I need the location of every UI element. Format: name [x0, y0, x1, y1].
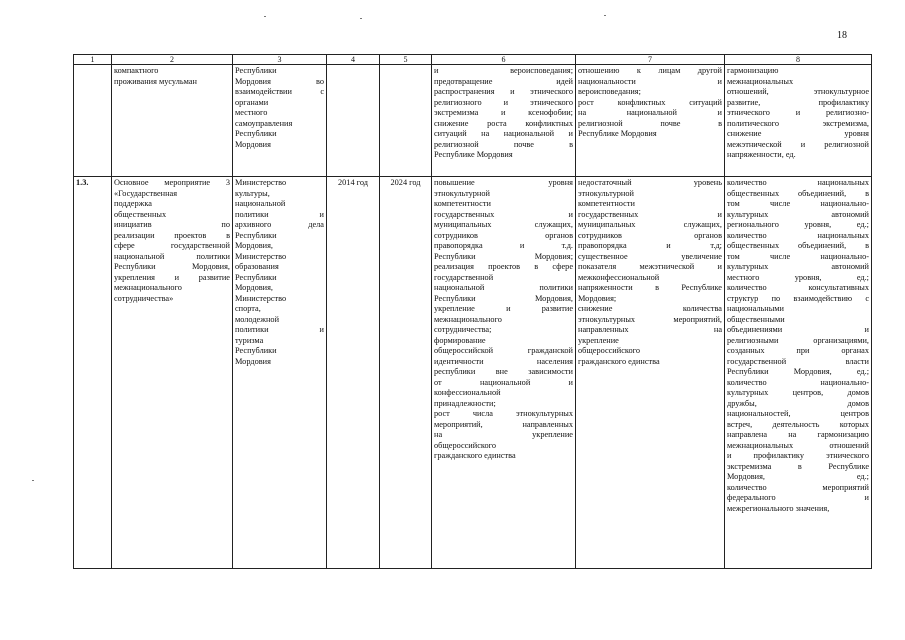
cell-text-line: конфессиональной	[434, 388, 501, 397]
cell-text-line: недостаточный уровень	[578, 178, 722, 187]
cell-text-line: снижение количества	[578, 304, 722, 313]
cell-text-line: общественных	[114, 209, 167, 219]
cell-text-line: Мордовия	[235, 356, 271, 366]
cell-text-line: формирование	[434, 335, 486, 345]
cell-text-line: повышение уровня	[434, 178, 573, 187]
cell-text-line: культурных автономий	[727, 262, 869, 271]
cell-text-line: регионального уровня, ед.;	[727, 220, 869, 229]
cell-text-line: межнационального	[114, 283, 182, 292]
cell-text-line: количество консультативных	[727, 283, 869, 292]
cell-text-line: Республики Мордовия;	[434, 251, 573, 261]
cell-text-line: межнациональных отношений	[727, 440, 869, 450]
cell-text-line: укрепление	[578, 335, 619, 345]
cell-text-line: мероприятий, направленных	[434, 419, 573, 429]
cell-text-line: религиозной почве в	[434, 139, 573, 149]
cell-text-line: Республики Мордовия, ед.;	[727, 367, 869, 376]
cell-text-line: снижение уровня	[727, 129, 869, 138]
cell-text-line: отношению к лицам другой	[578, 66, 722, 75]
cell-text-line: напряженности, ед.	[727, 150, 796, 159]
cell-text-line: проживания мусульман	[114, 76, 197, 86]
cell-text-line: укрепления и развитие	[114, 272, 230, 282]
cell-expected-result	[432, 65, 576, 177]
cell-text-line: гражданского единства	[578, 356, 660, 366]
cell-text-line: местного	[235, 108, 268, 117]
cell-text-line: распространения и этнического	[434, 87, 573, 96]
cell-text-line: экстремизма в Республике	[727, 461, 869, 471]
cell-text-line: культурных центров, домов	[727, 388, 869, 397]
cell-text-line: этнокультурных мероприятий,	[578, 314, 722, 324]
cell-consequences	[576, 177, 725, 569]
cell-text-line: Республики	[235, 66, 277, 75]
cell-text-line: религиозной почве в	[578, 118, 722, 128]
cell-text-line: на укрепление	[434, 430, 573, 439]
cell-text-line: муниципальных служащих,	[578, 220, 722, 229]
cell-number: 1.3.	[74, 177, 112, 569]
scan-speck	[264, 16, 266, 17]
cell-text-line: Республике Мордовия	[434, 150, 513, 159]
cell-end-year: 2024 год	[380, 177, 432, 569]
cell-expected-result	[432, 177, 576, 569]
cell-text-line: национальной политики	[434, 283, 573, 292]
cell-text-line: Министерство	[235, 178, 287, 187]
cell-text-line: сотрудничества;	[434, 325, 492, 334]
cell-text-line: встреч, деятельность которых	[727, 419, 869, 429]
cell-text-line: республики вне зависимости	[434, 367, 573, 376]
cell-text-line: снижение роста конфликтных	[434, 118, 573, 128]
column-header-7: 7	[576, 55, 725, 65]
cell-text-line: национальной	[235, 199, 286, 208]
cell-text-line: местного уровня, ед.;	[727, 272, 869, 282]
cell-text-line: национальностей, центров	[727, 409, 869, 418]
cell-text-line: направлена на гармонизацию	[727, 430, 869, 439]
cell-text-line: сотрудников органов	[434, 230, 573, 240]
cell-text-line: экстремизма и ксенофобии;	[434, 108, 573, 117]
cell-text-line: реализации проектов в	[114, 230, 230, 240]
cell-text-line: идентичности населения	[434, 356, 573, 366]
cell-text-line: гармонизацию	[727, 66, 779, 75]
cell-text-line: общественными	[727, 314, 785, 324]
column-header-1: 1	[74, 55, 112, 65]
scan-speck	[360, 18, 362, 19]
cell-text-line: Мордовия,	[235, 283, 273, 292]
cell-event-name	[112, 177, 233, 569]
cell-text-line: Республики	[235, 230, 277, 240]
cell-text-line: молодежной	[235, 314, 280, 324]
cell-text-line: спорта,	[235, 304, 261, 313]
cell-text-line: том числе национально-	[727, 199, 869, 208]
cell-text-line: компетентности	[578, 199, 635, 208]
cell-indicators	[725, 65, 872, 177]
cell-text-line: предотвращение идей	[434, 76, 573, 86]
cell-text-line: том числе национально-	[727, 251, 869, 261]
column-header-3: 3	[233, 55, 327, 65]
cell-text-line: образования	[235, 262, 279, 271]
column-header-2: 2	[112, 55, 233, 65]
cell-text-line: отношений, этнокультурное	[727, 87, 869, 96]
cell-text-line: политики и	[235, 325, 324, 334]
column-header-4: 4	[327, 55, 380, 65]
page-number: 18	[837, 30, 847, 41]
cell-text-line: национальности и	[578, 76, 722, 86]
cell-text-line: показателя межэтнической и	[578, 262, 722, 271]
cell-text-line: количество мероприятий	[727, 482, 869, 492]
table-row	[74, 65, 872, 177]
cell-text-line: напряженности в Республике	[578, 283, 722, 292]
cell-text-line: архивного дела	[235, 220, 324, 229]
cell-text-line: Республики Мордовия,	[114, 262, 230, 271]
cell-text-line: Министерство	[235, 293, 287, 303]
cell-text-line: межнационального	[434, 314, 502, 324]
cell-text-line: культурных автономий	[727, 209, 869, 219]
cell-event-name	[112, 65, 233, 177]
cell-indicators	[725, 177, 872, 569]
cell-text-line: федерального и	[727, 493, 869, 502]
cell-text-line: «Государственная	[114, 188, 178, 198]
cell-text-line: реализация проектов в сфере	[434, 262, 573, 271]
cell-text-line: Республики Мордовия,	[434, 293, 573, 303]
scan-speck	[32, 480, 34, 481]
cell-text-line: созданных при органах	[727, 346, 869, 355]
table-row	[74, 177, 872, 569]
cell-text-line: Мордовия, ед.;	[727, 472, 869, 481]
cell-text-line: межнациональных	[727, 76, 794, 86]
cell-text-line: взаимодействии с	[235, 87, 324, 96]
cell-text-line: общественных объединений, в	[727, 188, 869, 198]
cell-text-line: национальными	[727, 304, 784, 313]
cell-number	[74, 65, 112, 177]
scan-speck	[604, 15, 606, 16]
cell-text-line: политического экстремизма,	[727, 118, 869, 128]
cell-text-line: Основное мероприятие 3	[114, 178, 230, 187]
cell-text-line: компактного	[114, 66, 159, 75]
cell-start-year	[327, 65, 380, 177]
cell-text-line: государственных и	[434, 209, 573, 219]
cell-text-line: ситуаций на национальной и	[434, 129, 573, 138]
cell-text-line: Министерство	[235, 251, 287, 261]
cell-text-line: Мордовия,	[235, 241, 273, 250]
cell-text-line: Мордовия;	[578, 293, 617, 303]
cell-text-line: межрегионального значения,	[727, 503, 830, 513]
cell-end-year	[380, 65, 432, 177]
cell-consequences	[576, 65, 725, 177]
cell-text-line: количество национально-	[727, 377, 869, 387]
column-header-6: 6	[432, 55, 576, 65]
cell-text-line: политики и	[235, 209, 324, 219]
cell-text-line: существенное увеличение	[578, 251, 722, 261]
cell-text-line: Республики	[235, 272, 277, 282]
cell-text-line: государственной власти	[727, 356, 869, 366]
column-header-8: 8	[725, 55, 872, 65]
cell-text-line: дружбы, домов	[727, 398, 869, 408]
cell-start-year: 2014 год	[327, 177, 380, 569]
cell-text-line: сфере государственной	[114, 241, 230, 250]
cell-text-line: государственной	[434, 272, 494, 282]
cell-text-line: инициатив по	[114, 220, 230, 229]
cell-text-line: объединениями и	[727, 325, 869, 334]
cell-text-line: на национальной и	[578, 108, 722, 117]
cell-text-line: межэтнической и религиозной	[727, 139, 869, 149]
cell-text-line: от национальной и	[434, 377, 573, 387]
header-row	[74, 55, 872, 65]
cell-text-line: Республики	[235, 346, 277, 355]
cell-text-line: культуры,	[235, 188, 270, 198]
cell-text-line: государственных и	[578, 209, 722, 219]
cell-text-line: органами	[235, 97, 269, 107]
cell-text-line: правопорядка и т.д;	[578, 241, 722, 250]
cell-text-line: Республике Мордовия	[578, 129, 657, 138]
cell-text-line: этнокультурной	[434, 188, 490, 198]
cell-text-line: поддержка	[114, 199, 152, 208]
cell-text-line: гражданского единства	[434, 451, 516, 460]
cell-text-line: этнического и религиозно-	[727, 108, 869, 117]
cell-text-line: Мордовия во	[235, 76, 324, 86]
cell-text-line: общественных объединений, в	[727, 241, 869, 250]
cell-text-line: национальной политики	[114, 251, 230, 261]
program-table	[73, 54, 872, 569]
cell-text-line: рост числа этнокультурных	[434, 409, 573, 418]
cell-text-line: рост конфликтных ситуаций	[578, 97, 722, 107]
cell-text-line: туризма	[235, 335, 264, 345]
cell-text-line: вероисповедания;	[578, 87, 641, 96]
cell-text-line: сотрудников органов	[578, 230, 722, 240]
cell-text-line: принадлежности;	[434, 398, 496, 408]
cell-text-line: самоуправления	[235, 118, 293, 128]
cell-text-line: муниципальных служащих,	[434, 220, 573, 229]
cell-text-line: правопорядка и т.д.	[434, 241, 573, 250]
cell-text-line: религиозными организациями,	[727, 335, 869, 345]
cell-text-line: общероссийского	[578, 346, 640, 355]
cell-text-line: укрепление и развитие	[434, 304, 573, 313]
cell-text-line: Мордовия	[235, 139, 271, 149]
cell-text-line: религиозного и этнического	[434, 97, 573, 107]
cell-text-line: направленных на	[578, 325, 722, 334]
cell-executor	[233, 65, 327, 177]
cell-text-line: структур по взаимодействию с	[727, 293, 869, 303]
cell-text-line: и профилактику этнического	[727, 451, 869, 460]
cell-text-line: количество национальных	[727, 230, 869, 240]
cell-executor	[233, 177, 327, 569]
cell-text-line: и вероисповедания;	[434, 66, 573, 75]
column-header-5: 5	[380, 55, 432, 65]
cell-text-line: этнокультурной	[578, 188, 634, 198]
cell-text-line: развитие, профилактику	[727, 97, 869, 107]
cell-text-line: общероссийского	[434, 440, 496, 450]
cell-text-line: общероссийской гражданской	[434, 346, 573, 355]
cell-text-line: межконфессиональной	[578, 272, 660, 282]
cell-text-line: Республики	[235, 129, 277, 138]
cell-text-line: компетентности	[434, 199, 491, 208]
cell-text-line: сотрудничества»	[114, 293, 174, 303]
cell-text-line: количество национальных	[727, 178, 869, 187]
